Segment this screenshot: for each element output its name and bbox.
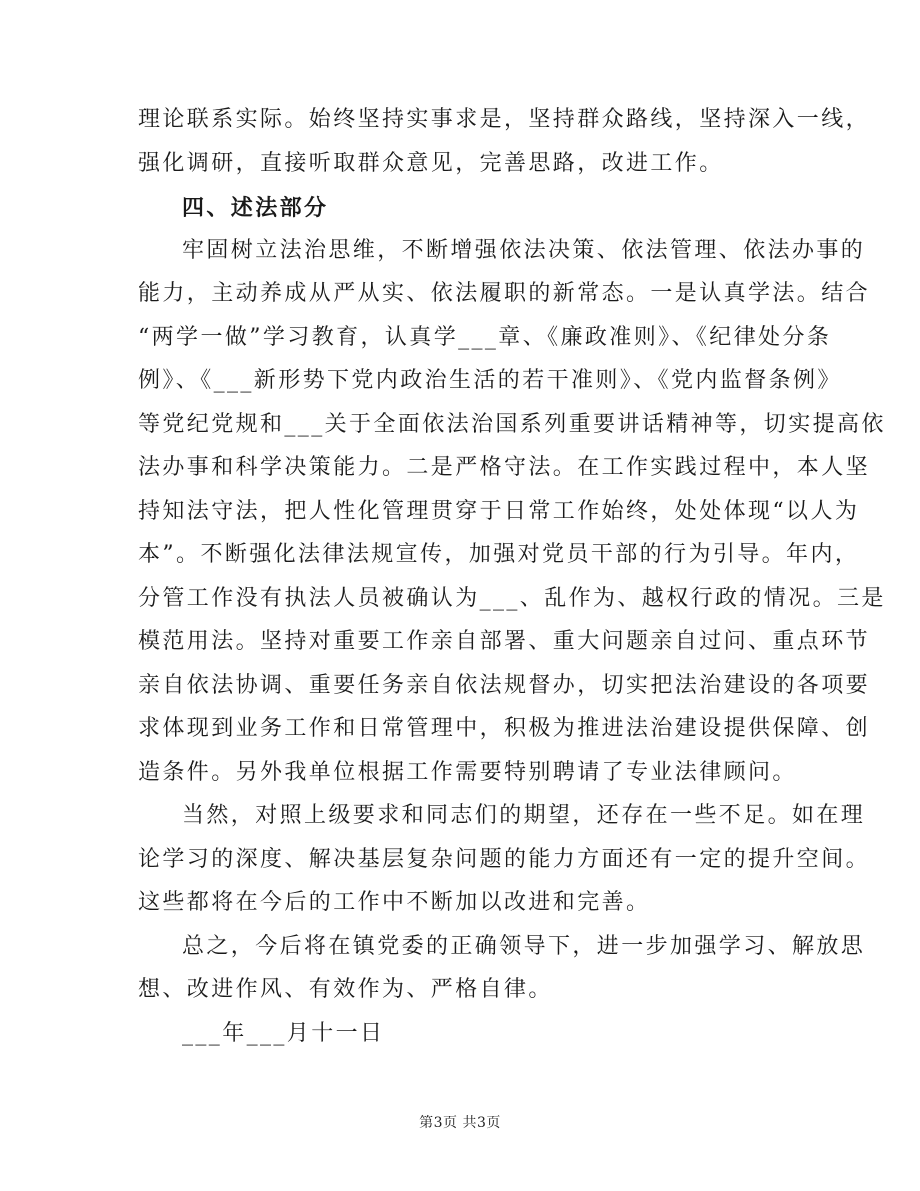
text-line: 这些都将在今后的工作中不断加以改进和完善。 — [138, 890, 651, 915]
text-line: 亲自依法协调、重要任务亲自依法规督办，切实把法治建设的各项要 — [138, 673, 871, 698]
page-footer: 第3页 共3页 — [419, 1115, 501, 1131]
section-heading: 四、述法部分 — [182, 195, 329, 221]
text-line: “两学一做”学习教育，认真学___章、《廉政准则》、《纪律处分条 — [138, 325, 832, 350]
text-line: 理论联系实际。始终坚持实事求是，坚持群众路线，坚持深入一线， — [138, 107, 871, 132]
text-line: 求体现到业务工作和日常管理中，积极为推进法治建设提供保障、创 — [138, 716, 871, 741]
text-line: 造条件。另外我单位根据工作需要特别聘请了专业法律顾问。 — [138, 760, 797, 785]
text-line: 总之，今后将在镇党委的正确领导下，进一步加强学习、解放思 — [182, 934, 866, 959]
text-line: 持知法守法，把人性化管理贯穿于日常工作始终，处处体现“以人为 — [138, 499, 860, 524]
text-line: 模范用法。坚持对重要工作亲自部署、重大问题亲自过问、重点环节 — [138, 629, 871, 654]
text-line: 例》、《___新形势下党内政治生活的若干准则》、《党内监督条例》 — [138, 368, 842, 393]
text-line: 能力，主动养成从严从实、依法履职的新常态。一是认真学法。结合 — [138, 281, 871, 306]
text-line: 论学习的深度、解决基层复杂问题的能力方面还有一定的提升空间。 — [138, 847, 871, 872]
date-line: ___年___月十一日 — [182, 1021, 385, 1046]
text-line: 法办事和科学决策能力。二是严格守法。在工作实践过程中，本人坚 — [138, 455, 871, 480]
text-line: 当然，对照上级要求和同志们的期望，还存在一些不足。如在理 — [182, 803, 866, 828]
text-line: 牢固树立法治思维，不断增强依法决策、依法管理、依法办事的 — [182, 238, 866, 263]
text-line: 等党纪党规和___关于全面依法治国系列重要讲话精神等，切实提高依 — [138, 412, 886, 437]
text-line: 强化调研，直接听取群众意见，完善思路，改进工作。 — [138, 151, 724, 176]
text-line: 分管工作没有执法人员被确认为___、乱作为、越权行政的情况。三是 — [138, 586, 886, 611]
text-line: 本”。不断强化法律法规宣传，加强对党员干部的行为引导。年内， — [138, 542, 860, 567]
text-line: 想、改进作风、有效作为、严格自律。 — [138, 977, 553, 1002]
